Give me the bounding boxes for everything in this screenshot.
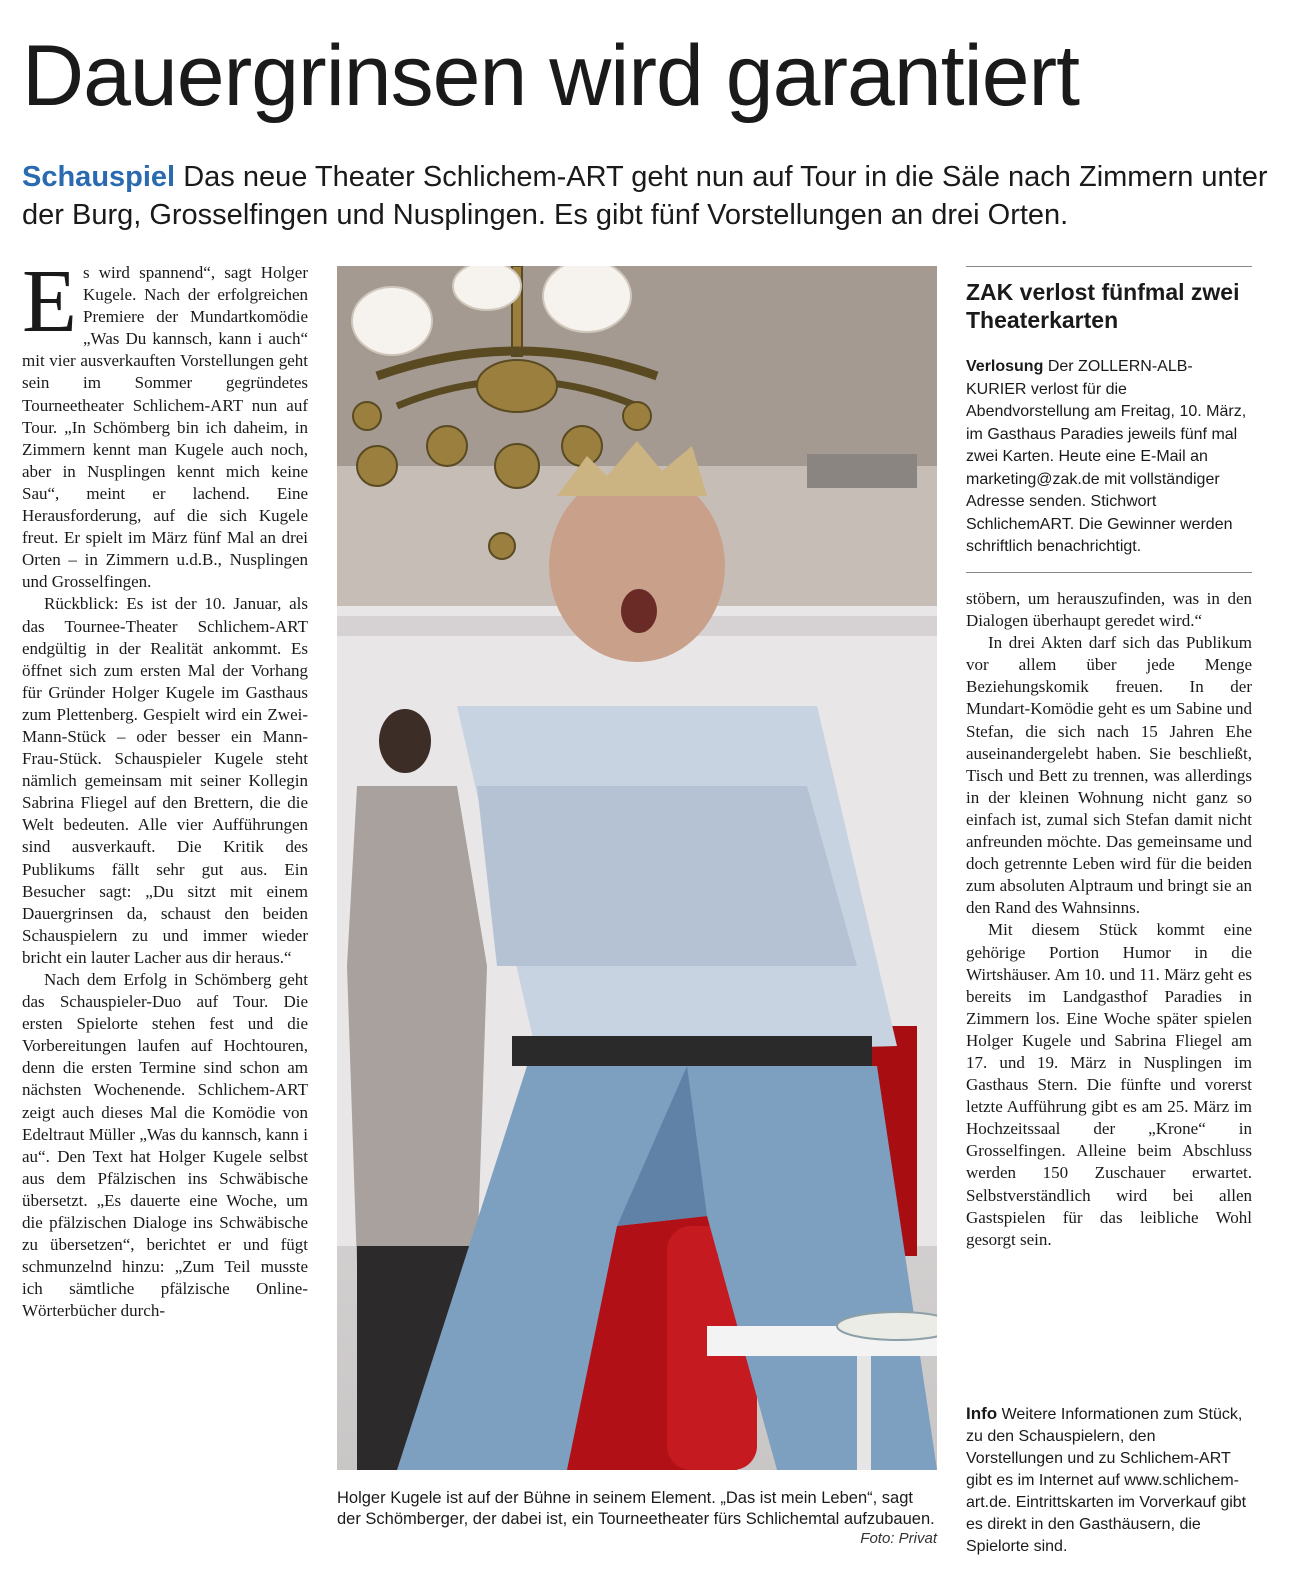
- photo-credit: Foto: Privat: [860, 1530, 937, 1547]
- headline: Dauergrinsen wird garantiert: [22, 28, 1080, 124]
- subhead: [22, 158, 1272, 234]
- box-rule-top: [966, 266, 1252, 267]
- photo-vent: [807, 454, 917, 488]
- article-column-3: [966, 588, 1252, 1251]
- info-box: [966, 1403, 1252, 1558]
- info-text: Weitere Informationen zum Stück, zu den Schauspielern, den Vorstellungen und zu Schlichem-ART gibt es im Internet auf www.schlichem-art.de. Eintrittskarten im Vorverkauf gibt es direkt in den Gasthäusern, die Spielorte sind.: [966, 1406, 1247, 1555]
- subhead-text: Das neue Theater Schlichem-ART geht nun auf Tour in die Säle nach Zimmern unter der Burg, Grosselfingen und Nusplingen. Es gibt fünf Vorstellungen an drei Orten.: [22, 161, 1268, 231]
- box-lead: Verlosung: [966, 358, 1044, 375]
- box-rule-bottom: [966, 572, 1252, 573]
- article-paragraph-3: Nach dem Erfolg in Schömberg geht das Schauspieler-Duo auf Tour. Die ersten Spielorte stehen fest und die Vorbereitungen laufen auf Hochtouren, denn die ersten Termine sind schon am nächsten Wochenende. Schlichem-ART zeigt auch dieses Mal die Komödie von Edeltraut Müller „Was du kannsch, kann i au“. Den Text hat Holger Kugele selbst aus dem Pfälzischen ins Schwäbische übersetzt. „Es dauerte eine Woche, um die pfälzischen Dialoge ins Schwäbische zu übersetzen“, berichtet er und fügt schmunzelnd hinzu: „Zum Teil musste ich sämtliche pfälzische Online-Wörterbücher durch-: [22, 970, 308, 1321]
- article-paragraph-5: In drei Akten darf sich das Publikum vor allem über jede Menge Beziehungskomik freuen. In der Mundart-Komödie geht es um Sabine und Stefan, die sich nach 15 Jahren Ehe auseinandergelebt haben. Sie beschließt, Tisch und Bett zu trennen, was allerdings in der kleinen Wohnung nicht ganz so einfach ist, zumal sich Stefan damit nicht anfreunden möchte. Das gemeinsame und doch getrennte Leben wird für die beiden zum absoluten Alptraum und bringt sie an den Rand des Wahnsinns.: [966, 633, 1252, 918]
- article-paragraph-1: [22, 252, 308, 593]
- stage-photo: [337, 266, 937, 1470]
- article-paragraph-6: Mit diesem Stück kommt eine gehörige Portion Humor in die Wirtshäuser. Am 10. und 11. März geht es bereits im Landgasthof Paradies in Zimmern los. Eine Woche später spielen Holger Kugele und Sabrina Fliegel am 17. und 19. März in Nusplingen im Gasthaus Stern. Die fünfte und vorerst letzte Aufführung gibt es am 25. März im Hochzeitssaal der „Krone“ in Grosselfingen. Alleine beim Abschluss werden 150 Zuschauer erwartet. Selbstverständlich wird bei allen Gastspielen für das leibliche Wohl gesorgt sein.: [966, 920, 1252, 1249]
- subhead-kicker: Schauspiel: [22, 161, 176, 193]
- stage-photo-illustration: [337, 266, 937, 1470]
- article-paragraph-4: stöbern, um herauszufinden, was in den Dialogen überhaupt geredet wird.“: [966, 589, 1252, 631]
- box-text: [966, 356, 1252, 559]
- article-paragraph-1-text: s wird spannend“, sagt Holger Kugele. Nach der erfolgreichen Premiere der Mundartkomödie „Was Du kannsch, kann i auch“ mit vier ausverkauften Vorstellungen geht sein im Sommer gegründetes Tourneetheater Schlichem-ART nun auf Tour. „In Schömberg bin ich daheim, in Zimmern kennt man Kugele auch noch, aber in Nusplingen kennt mich keine Sau“, meint er lachend. Eine Herausforderung, auf die sich Kugele freut. Er spielt im März fünf Mal an drei Orten – in Zimmern u.d.B., Nusplingen und Grosselfingen.: [22, 263, 308, 592]
- info-lead: Info: [966, 1404, 998, 1423]
- article-paragraph-2: Rückblick: Es ist der 10. Januar, als das Tournee-Theater Schlichem-ART endgültig in der Realität ankommt. Es öffnet sich zum ersten Mal der Vorhang für Gründer Holger Kugele im Gasthaus zum Plettenberg. Gespielt wird ein Zwei-Mann-Stück – oder besser ein Mann-Frau-Stück. Schauspieler Kugele steht nämlich gemeinsam mit seiner Kollegin Sabrina Fliegel auf den Brettern, die die Welt bedeuten. Alle vier Aufführungen sind ausverkauft. Die Kritik des Publikums fällt sehr gut aus. Ein Besucher sagt: „Du sitzt mit einem Dauergrinsen da, schaust den beiden Schauspielern zu und immer wieder bricht ein lauter Lacher aus dir heraus.“: [22, 594, 308, 967]
- drop-cap: E: [22, 252, 77, 351]
- box-body: Der ZOLLERN-ALB-KURIER verlost für die Abendvorstellung am Freitag, 10. März, im Gasthaus Paradies jeweils fünf mal zwei Karten. Heute eine E-Mail an marketing@zak.de mit vollständiger Adresse senden. Stichwort SchlichemART. Die Gewinner werden schriftlich benachrichtigt.: [966, 358, 1247, 555]
- photo-caption: Holger Kugele ist auf der Bühne in seinem Element. „Das ist mein Leben“, sagt der Schömberger, der dabei ist, ein Tourneetheater fürs Schlichemtal aufzubauen.: [337, 1489, 935, 1528]
- box-title: ZAK verlost fünfmal zwei Theaterkarten: [966, 279, 1240, 333]
- article-column-1: [22, 252, 308, 1323]
